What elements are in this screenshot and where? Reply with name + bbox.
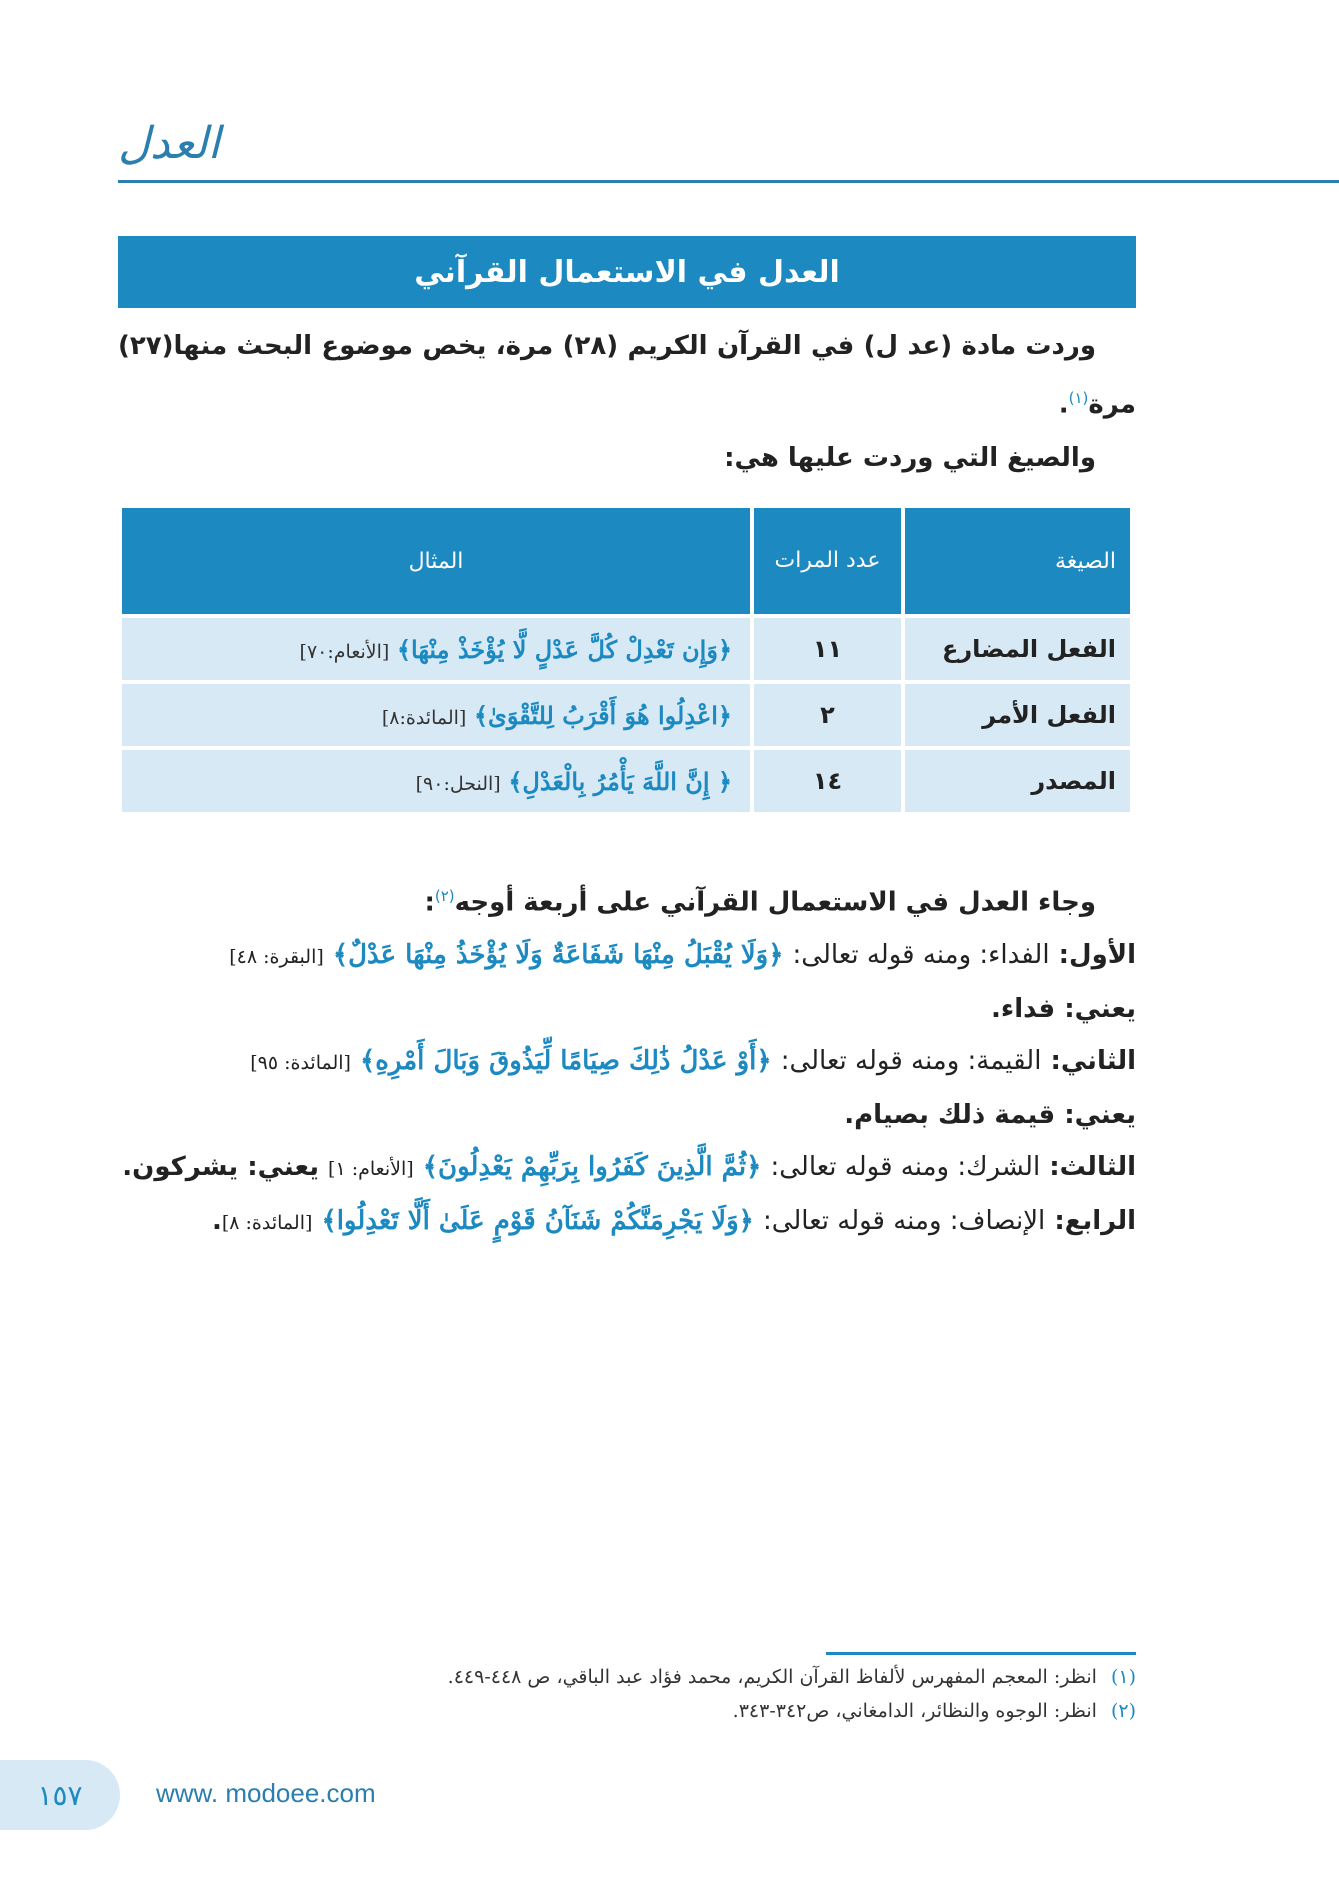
footnote-number: (٢) bbox=[1110, 1700, 1136, 1722]
sense-verse: ﴿وَلَا يَجْرِمَنَّكُمْ شَنَآنُ قَوْمٍ عَلَىٰ أَلَّا تَعْدِلُوا﴾ bbox=[321, 1205, 754, 1236]
sense-tail-text: . bbox=[211, 1205, 222, 1236]
sense-ref: [المائدة: ٨] bbox=[221, 1211, 313, 1234]
senses-section bbox=[118, 870, 1136, 1249]
header-form: الصيغة bbox=[905, 508, 1130, 614]
footnote-item bbox=[118, 1660, 1136, 1694]
row-form: الفعل المضارع bbox=[905, 618, 1130, 680]
header-title: العدل bbox=[118, 118, 220, 169]
sense-label: الرابع: bbox=[1054, 1205, 1136, 1236]
row-ref: [المائدة:٨] bbox=[381, 706, 467, 729]
table-row bbox=[122, 750, 1130, 812]
sense-tail-label: يعني: bbox=[1064, 1099, 1136, 1130]
sense-verse: ﴿وَلَا يُقْبَلُ مِنْهَا شَفَاعَةٌ وَلَا يُؤْخَذُ مِنْهَا عَدْلٌ﴾ bbox=[332, 939, 784, 970]
sense-desc: الإنصاف: ومنه قوله تعالى: bbox=[762, 1205, 1046, 1236]
footnote-divider bbox=[826, 1652, 1136, 1655]
footnote-text: انظر: المعجم المفهرس لألفاظ القرآن الكريم، محمد فؤاد عبد الباقي، ص ٤٤٨-٤٤٩. bbox=[447, 1666, 1097, 1688]
sense-ref: [المائدة: ٩٥] bbox=[250, 1051, 351, 1074]
footnotes bbox=[118, 1660, 1136, 1728]
sense-tail-label: يعني: bbox=[1064, 993, 1136, 1024]
intro-text: وردت مادة (عد ل) في القرآن الكريم (٢٨) مرة، يخص موضوع البحث منها(٢٧) مرة bbox=[118, 331, 1136, 420]
header-example: المثال bbox=[122, 508, 750, 614]
footnote-text: انظر: الوجوه والنظائر، الدامغاني، ص٣٤٢-٣٤٣. bbox=[732, 1700, 1097, 1722]
row-ref: [الأنعام:٧٠] bbox=[299, 640, 390, 663]
footnote-ref-1[interactable]: (١) bbox=[1068, 389, 1089, 407]
intro-paragraph bbox=[118, 320, 1136, 431]
table-header-row bbox=[122, 508, 1130, 614]
sense-item bbox=[118, 929, 1136, 983]
site-url-link[interactable]: www. modoee.com bbox=[156, 1778, 376, 1808]
sense-ref: [الأنعام: ١] bbox=[328, 1157, 414, 1180]
sense-verse: ﴿أَوْ عَدْلُ ذَٰلِكَ صِيَامًا لِّيَذُوقَ وَبَالَ أَمْرِهِ﴾ bbox=[360, 1045, 772, 1076]
sense-tail-label: يعني: bbox=[247, 1151, 319, 1182]
row-example bbox=[122, 618, 750, 680]
row-verse: ﴿اعْدِلُوا هُوَ أَقْرَبُ لِلتَّقْوَىٰ﴾ bbox=[473, 700, 732, 730]
sense-ref: [البقرة: ٤٨] bbox=[229, 945, 324, 968]
senses-lead-end: : bbox=[424, 887, 435, 918]
table-row bbox=[122, 618, 1130, 680]
row-form: المصدر bbox=[905, 750, 1130, 812]
footnote-ref-2[interactable]: (٢) bbox=[434, 887, 455, 905]
sense-desc: القيمة: ومنه قوله تعالى: bbox=[780, 1045, 1042, 1076]
row-verse: ﴿وَإِن تَعْدِلْ كُلَّ عَدْلٍ لَّا يُؤْخَذْ مِنْهَا﴾ bbox=[396, 634, 732, 664]
row-count: ٢ bbox=[754, 684, 901, 746]
sense-tail bbox=[118, 1089, 1136, 1141]
sense-item bbox=[118, 1141, 1136, 1195]
row-form: الفعل الأمر bbox=[905, 684, 1130, 746]
sense-label: الثالث: bbox=[1049, 1151, 1136, 1182]
sense-desc: الشرك: ومنه قوله تعالى: bbox=[770, 1151, 1041, 1182]
table-row bbox=[122, 684, 1130, 746]
sense-tail-text: يشركون. bbox=[122, 1151, 239, 1182]
section-title: العدل في الاستعمال القرآني bbox=[118, 236, 1136, 308]
intro-end: . bbox=[1058, 389, 1069, 420]
row-count: ١٤ bbox=[754, 750, 901, 812]
sense-tail-text: فداء. bbox=[991, 993, 1056, 1024]
footnote-number: (١) bbox=[1110, 1666, 1136, 1688]
row-count: ١١ bbox=[754, 618, 901, 680]
sense-item bbox=[118, 1035, 1136, 1089]
sense-desc: الفداء: ومنه قوله تعالى: bbox=[792, 939, 1050, 970]
senses-lead bbox=[118, 870, 1136, 929]
row-verse: ﴿ إِنَّ اللَّهَ يَأْمُرُ بِالْعَدْلِ﴾ bbox=[508, 766, 732, 796]
header-divider bbox=[118, 180, 1339, 183]
sense-tail bbox=[118, 983, 1136, 1035]
forms-table bbox=[118, 504, 1134, 816]
page-number: ١٥٧ bbox=[0, 1760, 120, 1830]
header-count: عدد المرات bbox=[754, 508, 901, 614]
sense-label: الثاني: bbox=[1050, 1045, 1136, 1076]
sense-tail-text: قيمة ذلك بصيام. bbox=[844, 1099, 1056, 1130]
sense-verse: ﴿ثُمَّ الَّذِينَ كَفَرُوا بِرَبِّهِمْ يَعْدِلُونَ﴾ bbox=[422, 1151, 762, 1182]
forms-intro: والصيغ التي وردت عليها هي: bbox=[724, 443, 1096, 473]
footnote-item bbox=[118, 1694, 1136, 1728]
sense-item bbox=[118, 1195, 1136, 1249]
row-ref: [النحل:٩٠] bbox=[415, 772, 501, 795]
sense-label: الأول: bbox=[1058, 939, 1136, 970]
row-example bbox=[122, 750, 750, 812]
row-example bbox=[122, 684, 750, 746]
senses-lead-text: وجاء العدل في الاستعمال القرآني على أربعة أوجه bbox=[454, 887, 1096, 918]
